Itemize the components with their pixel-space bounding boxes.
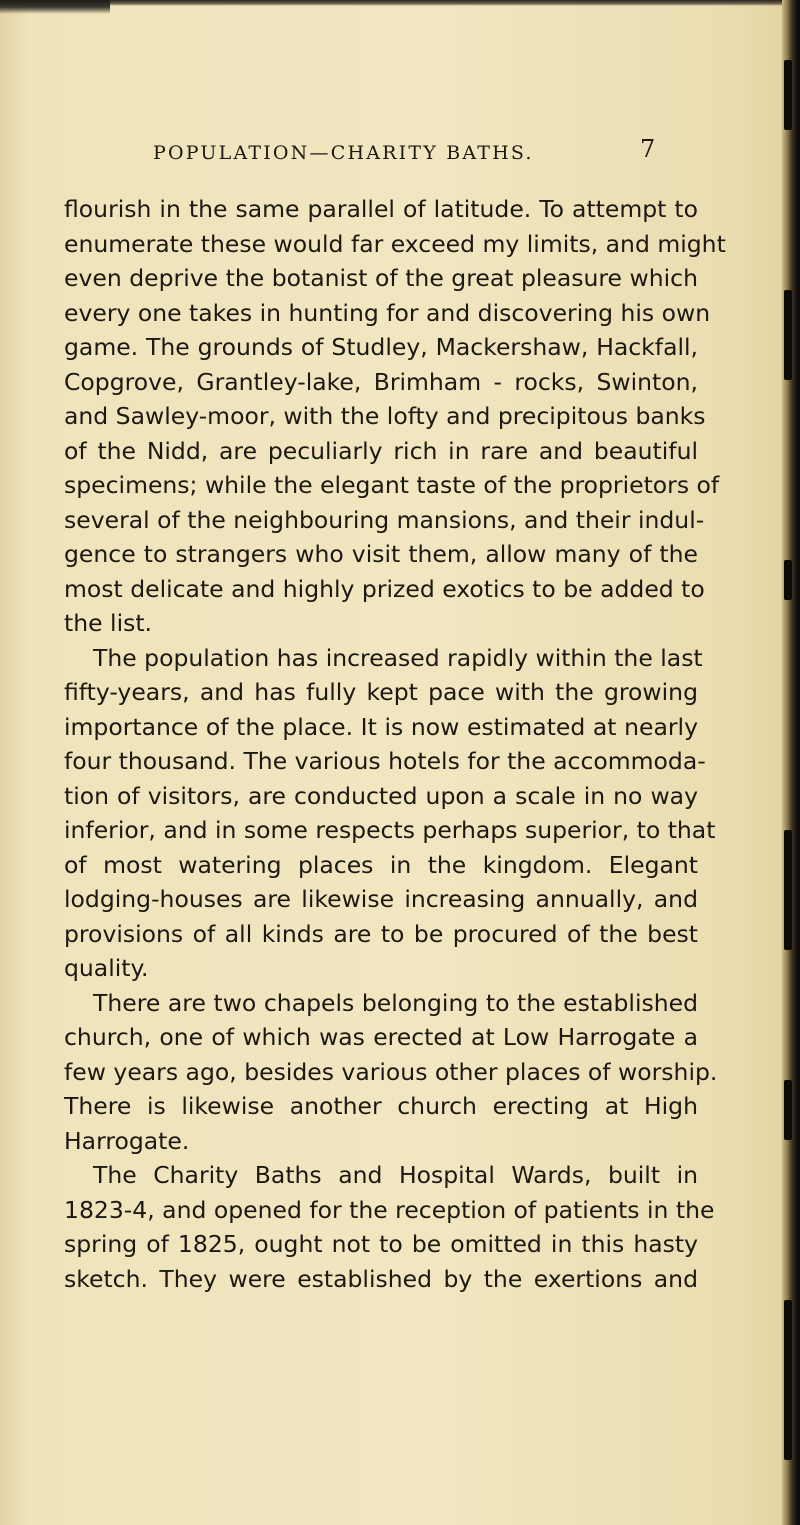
paragraph: [64, 641, 776, 986]
spine-shadow-mark: [784, 830, 792, 950]
text-line: few years ago, besides various other places of worship.: [64, 1057, 718, 1086]
text-line: The population has increased rapidly within the last: [93, 643, 703, 672]
text-line: quality.: [64, 954, 149, 982]
text-line: There is likewise another church erecting at High: [64, 1092, 698, 1120]
text-line: four thousand. The various hotels for the accommoda-: [64, 747, 706, 775]
text-line: enumerate these would far exceed my limits, and might: [64, 229, 726, 258]
spine-shadow-mark: [784, 1080, 792, 1140]
text-line: and Sawley-moor, with the lofty and precipitous banks: [64, 402, 706, 430]
text-line: provisions of all kinds are to be procured of the best: [64, 919, 698, 948]
page-top-edge-shadow: [0, 0, 110, 14]
text-line: importance of the place. It is now estimated at nearly: [64, 712, 698, 741]
spine-shadow-mark: [784, 60, 792, 130]
text-line: most delicate and highly prized exotics to be added to: [64, 574, 705, 603]
text-line: even deprive the botanist of the great pleasure which: [64, 264, 698, 292]
text-line: sketch. They were established by the exertions and: [64, 1264, 698, 1293]
text-line: gence to strangers who visit them, allow many of the: [64, 540, 698, 568]
spine-shadow-mark: [784, 560, 792, 600]
paragraph: [64, 192, 776, 641]
text-line: of the Nidd, are peculiarly rich in rare and beautiful: [64, 436, 698, 465]
body-text: [64, 192, 776, 1296]
text-line: fifty-years, and has fully kept pace with the growing: [64, 678, 698, 706]
text-line: 1823-4, and opened for the reception of patients in the: [64, 1195, 715, 1224]
text-line: There are two chapels belonging to the established: [93, 988, 698, 1017]
text-line: lodging-houses are likewise increasing annually, and: [64, 885, 698, 913]
book-spine-edge: [782, 0, 800, 1525]
text-line: game. The grounds of Studley, Mackershaw, Hackfall,: [64, 333, 698, 361]
text-line: tion of visitors, are conducted upon a scale in no way: [64, 781, 698, 810]
text-line: the list.: [64, 609, 153, 637]
text-line: every one takes in hunting for and discovering his own: [64, 298, 711, 327]
text-line: church, one of which was erected at Low Harrogate a: [64, 1023, 698, 1051]
page-gutter-shading: [0, 0, 30, 1525]
text-line: inferior, and in some respects perhaps superior, to that: [64, 816, 716, 844]
text-line: specimens; while the elegant taste of the proprietors of: [64, 471, 720, 499]
text-line: spring of 1825, ought not to be omitted in this hasty: [64, 1230, 698, 1258]
page-top-edge: [0, 0, 800, 6]
paragraph: [64, 1158, 776, 1296]
paragraph: [64, 986, 776, 1159]
spine-shadow-mark: [784, 1300, 792, 1460]
page-number: 7: [640, 135, 656, 163]
text-line: The Charity Baths and Hospital Wards, built in: [93, 1161, 698, 1189]
text-line: several of the neighbouring mansions, and their indul-: [64, 505, 705, 534]
text-line: Harrogate.: [64, 1126, 190, 1155]
spine-shadow-mark: [784, 290, 792, 380]
text-line: Copgrove, Grantley-lake, Brimham - rocks, Swinton,: [64, 367, 698, 396]
text-line: flourish in the same parallel of latitude. To attempt to: [64, 195, 698, 223]
text-line: of most watering places in the kingdom. Elegant: [64, 850, 698, 879]
running-head: POPULATION—CHARITY BATHS.: [153, 142, 534, 164]
